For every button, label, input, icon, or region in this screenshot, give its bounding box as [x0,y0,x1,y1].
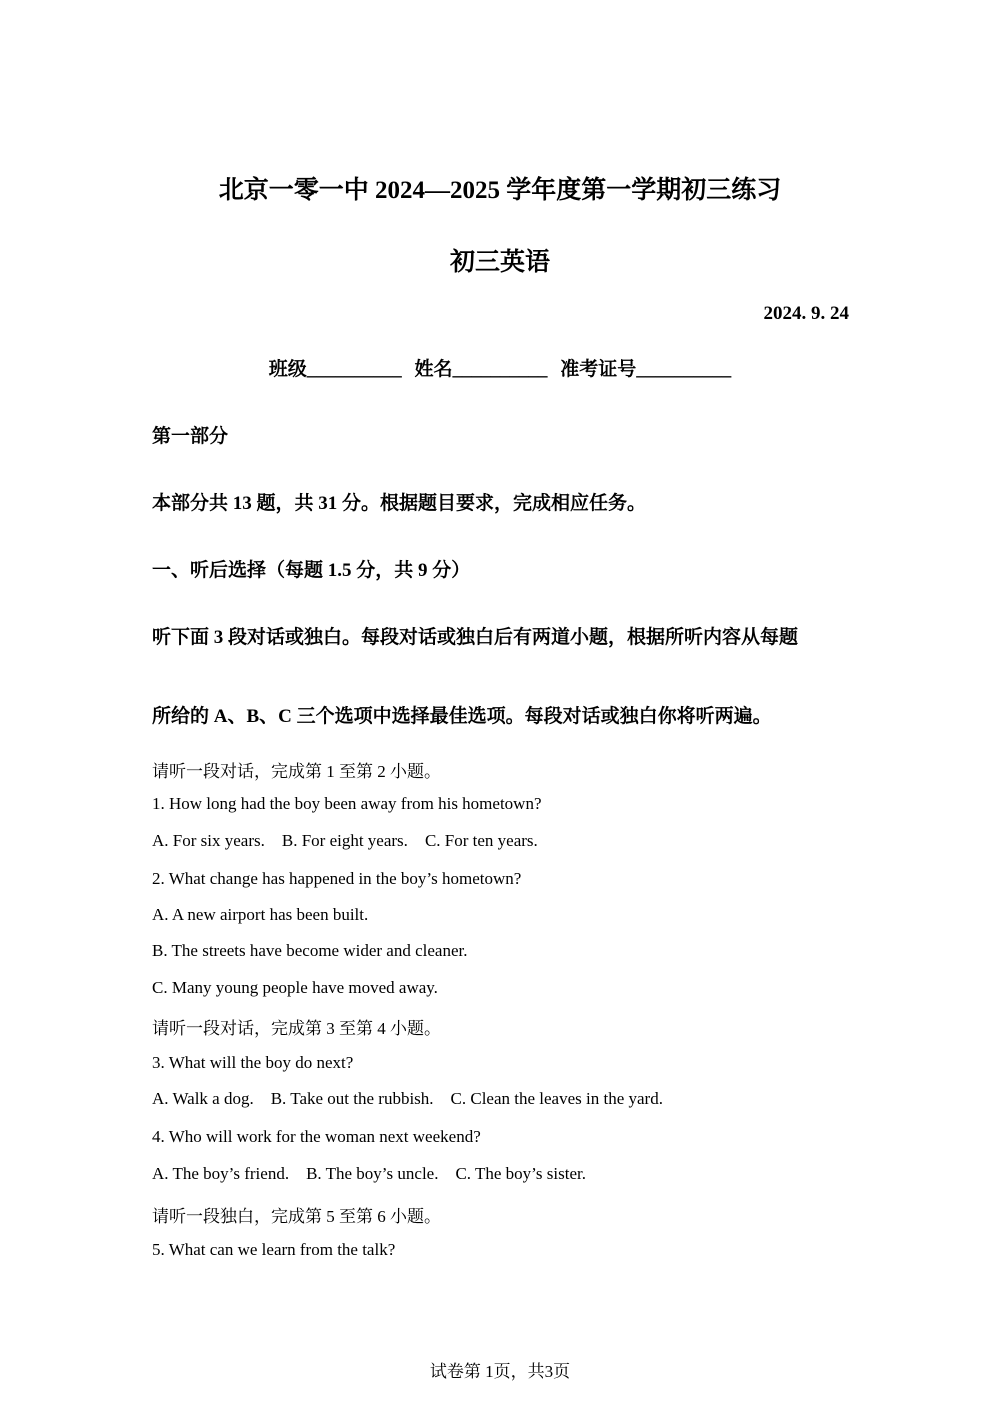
exam-date: 2024. 9. 24 [763,303,849,324]
option-a: A. For six years. [152,831,265,850]
question-2-option-c: C. Many young people have moved away. [152,978,438,997]
question-2-option-b: B. The streets have become wider and cleaner. [152,941,468,960]
option-a: A. The boy’s friend. [152,1164,290,1183]
question-1-options [152,831,555,851]
dialog1-prompt: 请听一段对话，完成第 1 至第 2 小题。 [152,762,441,781]
subject-title: 初三英语 [449,249,550,276]
option-b: B. Take out the rubbish. [270,1089,434,1108]
option-c: C. For ten years. [424,831,538,850]
option-c: C. The boy’s sister. [455,1164,586,1183]
option-b: B. The boy’s uncle. [306,1164,439,1183]
class-field: 班级__________ [268,359,402,380]
part-heading: 第一部分 [152,426,229,447]
question-3-options [152,1089,680,1109]
question-1: 1. How long had the boy been away from his hometown? [152,794,542,813]
name-field: 姓名__________ [414,359,548,380]
exam-id-field: 准考证号__________ [560,359,732,380]
question-2-option-a: A. A new airport has been built. [152,905,369,924]
instruction-line-1: 听下面 3 段对话或独白。每段对话或独白后有两道小题，根据所听内容从每题 [152,627,799,648]
page-footer: 试卷第 1页，共3页 [429,1362,571,1381]
part-intro: 本部分共 13 题，共 31 分。根据题目要求，完成相应任务。 [152,493,647,514]
question-2: 2. What change has happened in the boy’s hometown? [152,869,522,888]
question-3: 3. What will the boy do next? [152,1053,354,1072]
section-title: 一、听后选择（每题 1.5 分，共 9 分） [152,560,471,581]
option-b: B. For eight years. [281,831,408,850]
question-5: 5. What can we learn from the talk? [152,1240,396,1259]
dialog2-prompt: 请听一段对话，完成第 3 至第 4 小题。 [152,1019,441,1038]
option-a: A. Walk a dog. [152,1089,254,1108]
instruction-line-2: 所给的 A、B、C 三个选项中选择最佳选项。每段对话或独白你将听两遍。 [152,706,772,727]
exam-title: 北京一零一中 2024—2025 学年度第一学期初三练习 [218,177,782,204]
student-info-line [0,354,1000,381]
question-4-options [152,1164,603,1184]
question-4: 4. Who will work for the woman next weekend? [152,1127,481,1146]
option-c: C. Clean the leaves in the yard. [450,1089,663,1108]
monologue-prompt: 请听一段独白，完成第 5 至第 6 小题。 [152,1207,441,1226]
